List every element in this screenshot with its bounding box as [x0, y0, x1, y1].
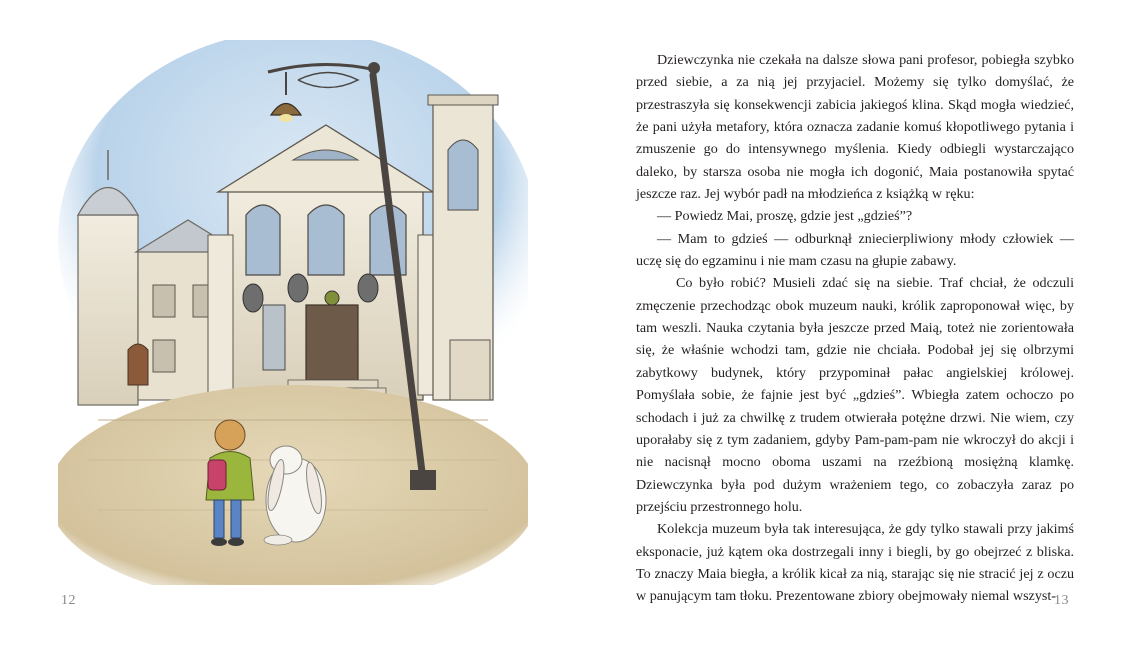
dialogue-line: — Powiedz Mai, proszę, gdzie jest „gdzieś”?	[657, 208, 913, 225]
story-text	[636, 49, 1074, 608]
paragraph: Kolekcja muzeum była tak interesująca, że gdy tylko stawali przy jakimś eksponacie, już kątem oka dostrzegali inny i biegli, by go obejrzeć z bliska. To znaczy Maia biegła, a królik kicał za nią, starając się nie stracić jej z oczu w panującym tam tłoku. Prezentowane zbiory obejmowały niemal wszyst-	[636, 521, 1074, 605]
dialogue-line: — Mam to gdzieś — odburknął zniecierpliwiony młody człowiek — uczę się do egzaminu i nie mam czasu na głupie zabawy.	[636, 230, 1074, 270]
paragraph: Dziewczynka nie czekała na dalsze słowa pani profesor, pobiegła szybko przed siebie, a za nią jej przyjaciel. Możemy się tylko domyślać, że przestraszyła się konsekwencji zabicia jakiegoś klina. Skąd mogła wiedzieć, że pani użyła metafory, która oznacza zadanie komuś kłopotliwego pytania i zmuszenie go do intensywnego myślenia. Kiedy odbiegli wystarczająco daleko, by starsza osoba nie mogła ich dogonić, Maia postanowiła spytać jeszcze raz. Jej wybór padł na młodzieńca z książką w ręku:	[636, 52, 1074, 203]
watercolor-illustration	[58, 40, 528, 585]
page-number-left: 12	[61, 593, 76, 608]
page-number-right: 13	[1054, 593, 1069, 608]
paragraph: Co było robić? Musieli zdać się na siebie. Traf chciał, że odczuli zmęczenie przechodząc obok muzeum nauki, królik zaproponował więc, by tam weszli. Nauka czytania była jeszcze przed Maią, toteż nie zorientowała się, że właśnie wchodzi tam, gdzie nie chciała. Podobał jej się olbrzymi zabytkowy budynek, który przypominał pałac angielskiej królowej. Pomyślała sobie, że fajnie jest być „gdzieś”. Wbiegła zatem ochoczo po schodach i już za chwilkę z trudem otwierała potężne drzwi. Nie wiem, czy uporałaby się z tym zadaniem, gdyby Pam-pam-pam nie wkroczył do akcji i nie nacisnął mocno oboma uszami na rzeźbioną mosiężną klamkę. Dziewczynka była pod dużym wrażeniem tego, co zobaczyła zaraz po przejściu przestronnego holu.	[636, 275, 1074, 515]
right-tower	[428, 95, 498, 400]
